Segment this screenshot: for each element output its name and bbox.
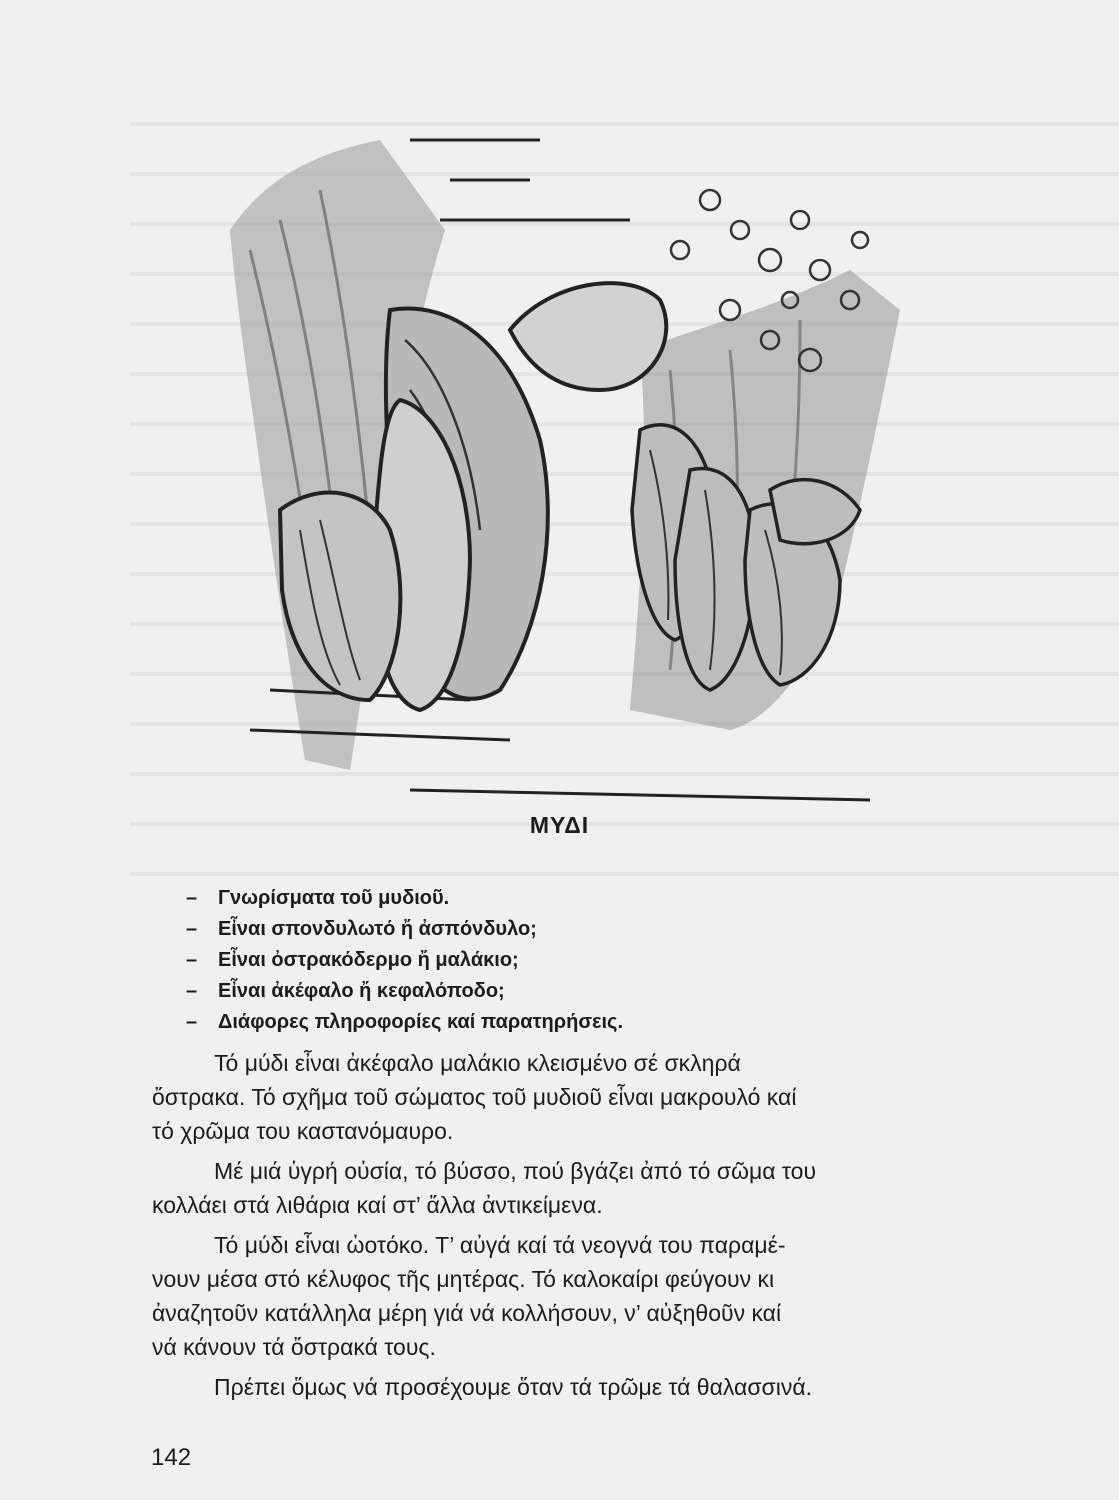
list-item-text: Διάφορες πληροφορίες καί παρατηρήσεις. (218, 1011, 624, 1033)
mussel-illustration (210, 110, 910, 820)
list-item-text: Γνωρίσματα τοῦ μυδιοῦ. (218, 887, 450, 909)
bullet-dash: – (186, 887, 198, 909)
text-line: ὄστρακα. Τό σχῆμα τοῦ σώματος τοῦ μυδιοῦ εἶναι μακρουλό καί (152, 1084, 797, 1110)
body-text (152, 1046, 988, 1410)
text-line: Τό μύδι εἶναι ἀκέφαλο μαλάκιο κλεισμένο σέ σκληρά (214, 1050, 741, 1076)
text-line: Μέ μιά ὑγρή οὐσία, τό βύσσο, πού βγάζει ἀπό τό σῶμα του (214, 1158, 817, 1184)
list-item-text: Εἶναι ὀστρακόδερμο ἤ μαλάκιο; (218, 949, 519, 971)
paragraph (152, 1046, 988, 1148)
text-line: κολλάει στά λιθάρια καί στ’ ἄλλα ἀντικείμενα. (152, 1192, 603, 1218)
list-item (186, 883, 1006, 914)
text-line: ἀναζητοῦν κατάλληλα μέρη γιά νά κολλήσουν, ν’ αὐξηθοῦν καί (152, 1300, 782, 1326)
text-line: Τό μύδι εἶναι ὠοτόκο. Τ’ αὐγά καί τά νεογνά του παραμέ- (214, 1232, 786, 1258)
paragraph (152, 1154, 988, 1222)
paragraph (152, 1228, 988, 1364)
bullet-dash: – (186, 980, 198, 1002)
bullet-dash: – (186, 949, 198, 971)
text-line: τό χρῶμα του καστανόμαυρο. (152, 1118, 454, 1144)
page-number: 142 (151, 1444, 192, 1471)
bullet-dash: – (186, 918, 198, 940)
list-item-text: Εἶναι ἀκέφαλο ἤ κεφαλόποδο; (218, 980, 505, 1002)
text-line: νά κάνουν τά ὄστρακά τους. (152, 1334, 436, 1360)
list-item-text: Εἶναι σπονδυλωτό ἤ ἀσπόνδυλο; (218, 918, 537, 940)
list-item (186, 976, 1006, 1007)
list-item (186, 945, 1006, 976)
question-list (186, 883, 1006, 1038)
text-line: Πρέπει ὅμως νά προσέχουμε ὅταν τά τρῶμε τά θαλασσινά. (214, 1374, 813, 1400)
paragraph (152, 1370, 988, 1404)
text-line: νουν μέσα στό κέλυφος τῆς μητέρας. Τό καλοκαίρι φεύγουν κι (152, 1266, 775, 1292)
list-item (186, 1007, 1006, 1038)
list-item (186, 914, 1006, 945)
illustration-caption: ΜΥΔΙ (529, 812, 590, 838)
bullet-dash: – (186, 1011, 198, 1033)
